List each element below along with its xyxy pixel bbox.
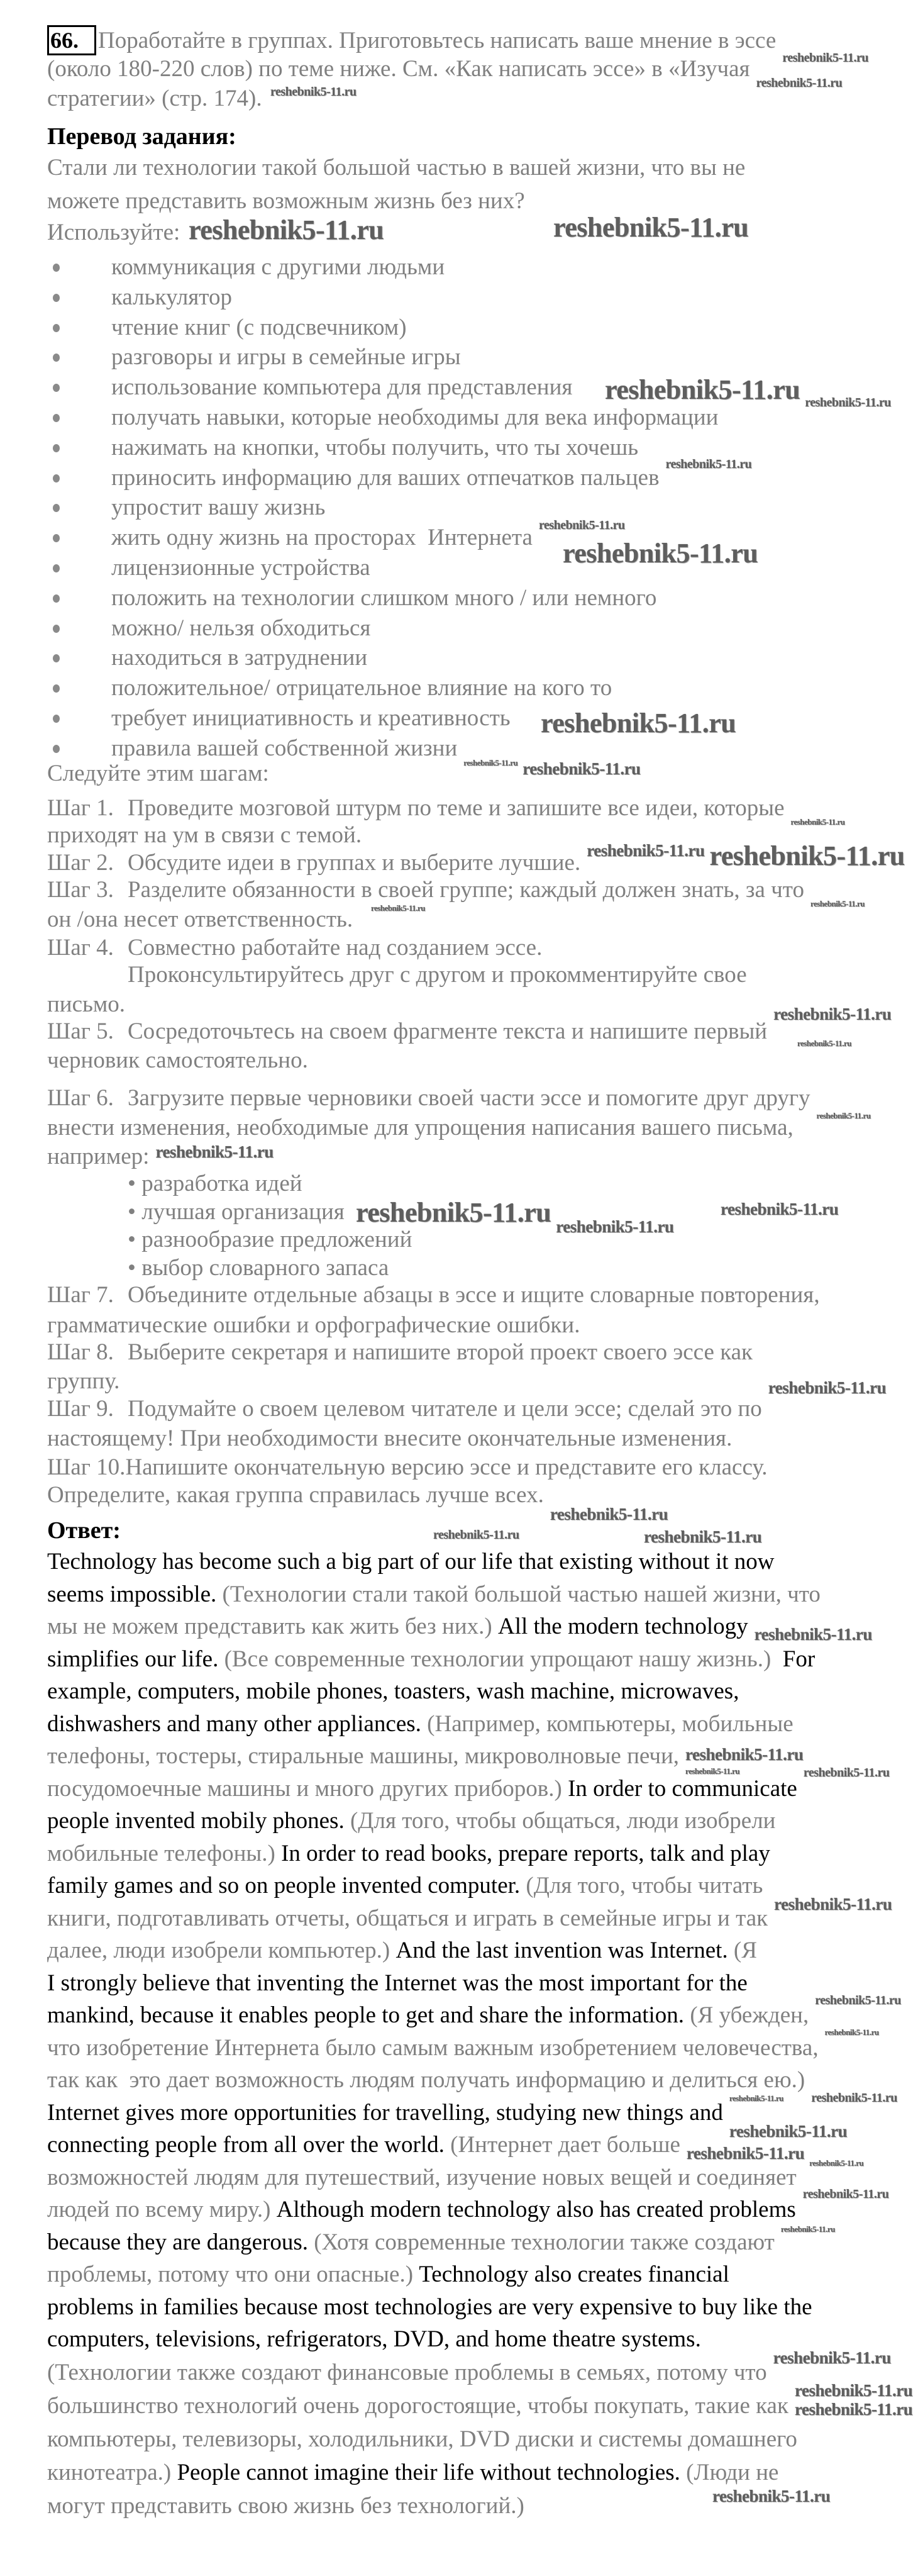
step-text: Загрузите первые черновики своей части эссе и помогите друг другу: [128, 1085, 810, 1111]
use-item: находиться в затруднении: [111, 645, 368, 671]
russian-translation: (Интернет дает больше: [450, 2132, 680, 2158]
bullet-dot-icon: [53, 264, 60, 272]
bullet-dot-icon: [53, 594, 60, 603]
step-text: • выбор словарного запаса: [128, 1255, 389, 1281]
step-continuation-line: [128, 1172, 302, 1196]
step-text: приходят на ум в связи с темой.: [47, 822, 362, 848]
answer-line: [47, 1744, 679, 1768]
answer-line: [47, 1615, 748, 1639]
answer-line: [47, 1971, 748, 1995]
russian-translation: людей по всему миру.): [47, 2197, 277, 2222]
watermark-text: reshebnik5-11.ru: [538, 518, 625, 532]
russian-translation: (Например, компьютеры, мобильные: [427, 1710, 794, 1737]
step-continuation-line: [47, 1049, 308, 1073]
step-continuation-line: [128, 963, 747, 987]
english-text: And the last invention was Internet.: [395, 1938, 734, 1963]
answer-line: [47, 1874, 763, 1898]
watermark-text: reshebnik5-11.ru: [754, 1625, 872, 1644]
step-line: [47, 1341, 753, 1364]
step-text: Совместно работайте над созданием эссе.: [128, 935, 543, 961]
step-text: он /она несет ответственность.: [47, 906, 353, 932]
watermark-text: reshebnik5-11.ru: [556, 1217, 674, 1236]
russian-translation: (Для того, чтобы общаться, люди изобрели: [350, 1808, 776, 1834]
step-text: Обсудите идеи в группах и выберите лучшие.: [128, 850, 581, 876]
bullet-dot-icon: [53, 354, 60, 362]
step-label: Шаг 6.: [47, 1085, 114, 1111]
watermark-text: reshebnik5-11.ru: [541, 708, 736, 739]
watermark-text: reshebnik5-11.ru: [729, 2093, 783, 2103]
russian-translation: большинство технологий очень дорогостоящие, чтобы покупать, такие как: [47, 2393, 788, 2419]
step-text: Определите, какая группа справилась лучше всех.: [47, 1482, 544, 1508]
english-text: I strongly believe that inventing the Internet was the most important for the: [47, 1970, 748, 1996]
english-text: computers, televisions, refrigerators, DVD, and home theatre systems.: [47, 2326, 701, 2352]
use-item: коммуникация с другими людьми: [111, 254, 445, 280]
watermark-text: reshebnik5-11.ru: [802, 2187, 889, 2201]
russian-translation: далее, люди изобрели компьютер.): [47, 1938, 396, 1963]
answer-line: [47, 2101, 723, 2125]
english-text: people invented mobily phones.: [47, 1808, 350, 1834]
russian-translation: (Хотя современные технологии также создают: [314, 2229, 775, 2255]
use-item: получать навыки, которые необходимы для века информации: [111, 404, 719, 430]
step-line: [47, 796, 785, 820]
russian-translation: книги, подготавливать отчеты, общаться и играть в семейные игры и так: [47, 1905, 768, 1931]
answer-heading: Ответ:: [47, 1517, 121, 1544]
watermark-text: reshebnik5-11.ru: [371, 903, 426, 913]
watermark-text: reshebnik5-11.ru: [685, 1744, 804, 1764]
answer-line: [47, 1550, 775, 1574]
use-item: можно/ нельзя обходиться: [111, 615, 371, 641]
russian-translation: так как это дает возможность людям получать информацию и делиться ею.): [47, 2067, 805, 2093]
russian-translation: (Технологии стали такой большой частью нашей жизни, что: [222, 1581, 821, 1607]
step-continuation-line: [47, 823, 362, 847]
english-text: For: [777, 1646, 816, 1672]
step-text: настоящему! При необходимости внесите окончательные изменения.: [47, 1425, 733, 1451]
step-label: Шаг 8.: [47, 1339, 114, 1365]
question-line: Стали ли технологии такой большой частью в вашей жизни, что вы не: [47, 155, 746, 181]
bullet-dot-icon: [53, 504, 60, 512]
step-text: внести изменения, необходимые для упрощения написания вашего письма,: [47, 1115, 794, 1140]
step-continuation-line: [47, 1369, 119, 1393]
russian-translation: (Я: [733, 1938, 757, 1963]
answer-line: [47, 2428, 797, 2451]
use-item: использование компьютера для представления: [111, 374, 573, 401]
step-text: письмо.: [47, 991, 126, 1017]
step-text: Проконсультируйтесь друг с другом и прокомментируйте свое: [128, 962, 747, 988]
use-item: чтение книг (с подсвечником): [111, 314, 407, 340]
step-text: Подумайте о своем целевом читателе и цели эссе; сделай это по: [128, 1396, 762, 1422]
bullet-dot-icon: [53, 444, 60, 452]
step-line: [47, 936, 542, 960]
answer-line: [47, 2295, 812, 2319]
step-label: Шаг 3.: [47, 877, 114, 903]
watermark-text: reshebnik5-11.ru: [809, 2158, 864, 2168]
russian-translation: кинотеатра.): [47, 2460, 177, 2485]
watermark-text: reshebnik5-11.ru: [587, 840, 705, 860]
watermark-text: reshebnik5-11.ru: [523, 759, 641, 778]
answer-line: [47, 2263, 729, 2287]
step-label: Шаг 1.: [47, 795, 114, 821]
answer-line: [47, 1583, 821, 1607]
watermark-text: reshebnik5-11.ru: [563, 538, 758, 569]
task-number-box: 66.: [47, 25, 96, 55]
english-text: Technology also creates financial: [419, 2261, 729, 2287]
english-text: mankind, because it enables people to get and share the information.: [47, 2002, 690, 2028]
bullet-dot-icon: [53, 684, 60, 693]
english-text: simplifies our life.: [47, 1646, 224, 1672]
english-text: problems in families because most technologies are very expensive to buy like the: [47, 2294, 812, 2320]
bullet-dot-icon: [53, 474, 60, 482]
watermark-text: reshebnik5-11.ru: [794, 2380, 913, 2400]
step-text: Проведите мозговой штурм по теме и запишите все идеи, которые: [128, 795, 785, 821]
use-item: нажимать на кнопки, чтобы получить, что ты хочешь: [111, 434, 639, 460]
english-text: All the modern technology: [497, 1614, 748, 1639]
step-text: черновик самостоятельно.: [47, 1047, 308, 1073]
watermark-text: reshebnik5-11.ru: [780, 2224, 835, 2234]
answer-line: [47, 2361, 767, 2385]
task-text-line: Поработайте в группах. Приготовьтесь написать ваше мнение в эссе: [98, 28, 777, 53]
translation-heading: Перевод задания:: [47, 123, 236, 150]
step-continuation-line: [47, 1427, 732, 1451]
use-item: положительное/ отрицательное влияние на кого то: [111, 675, 612, 701]
use-item: лицензионные устройства: [111, 555, 370, 581]
use-item: разговоры и игры в семейные игры: [111, 344, 461, 371]
russian-translation: (Я убежден,: [690, 2002, 809, 2028]
russian-translation: (Люди не: [686, 2460, 779, 2485]
step-text: • разнообразие предложений: [128, 1227, 412, 1252]
english-text: Although modern technology also has created problems: [276, 2197, 796, 2222]
watermark-text: reshebnik5-11.ru: [550, 1504, 668, 1524]
answer-line: [47, 2198, 796, 2222]
step-continuation-line: [47, 1145, 149, 1169]
watermark-text: reshebnik5-11.ru: [773, 1004, 892, 1023]
answer-line: [47, 2068, 805, 2092]
step-continuation-line: [128, 1256, 389, 1280]
watermark-text: reshebnik5-11.ru: [712, 2486, 831, 2506]
step-continuation-line: [47, 1313, 580, 1337]
bullet-dot-icon: [53, 564, 60, 572]
step-text: Напишите окончательную версию эссе и представите его классу.: [125, 1454, 768, 1480]
answer-line: [47, 2036, 819, 2060]
russian-translation: (Все современные технологии упрощают нашу жизнь.): [224, 1646, 777, 1672]
watermark-text: reshebnik5-11.ru: [685, 1766, 740, 1776]
answer-line: [47, 2328, 701, 2351]
russian-translation: телефоны, тостеры, стиральные машины, микроволновые печи,: [47, 1743, 680, 1769]
english-text: In order to read books, prepare reports, talk and play: [281, 1840, 770, 1866]
answer-line: [47, 1907, 768, 1931]
watermark-text: reshebnik5-11.ru: [644, 1527, 762, 1546]
answer-line: [47, 1842, 770, 1866]
use-item: правила вашей собственной жизни: [111, 735, 458, 761]
russian-translation: мы не можем представить как жить без них.): [47, 1614, 498, 1639]
watermark-text: reshebnik5-11.ru: [805, 396, 891, 410]
answer-line: [47, 1712, 794, 1736]
bullet-dot-icon: [53, 534, 60, 542]
russian-translation: (Для того, чтобы читать: [526, 1873, 763, 1899]
use-item: требует инициативность и креативность: [111, 705, 511, 731]
step-continuation-line: [47, 1483, 544, 1507]
step-text: например:: [47, 1144, 150, 1169]
step-text: Сосредоточьтесь на своем фрагменте текста и напишите первый: [128, 1018, 768, 1044]
step-text: Выберите секретаря и напишите второй проект своего эссе как: [128, 1339, 753, 1365]
question-line: можете представить возможным жизнь без них?: [47, 188, 525, 214]
russian-translation: возможностей людям для путешествий, изучение новых вещей и соединяет: [47, 2164, 797, 2190]
russian-translation: компьютеры, телевизоры, холодильники, DVD диски и системы домашнего: [47, 2426, 797, 2452]
watermark-text: reshebnik5-11.ru: [774, 1894, 892, 1914]
bullet-dot-icon: [53, 324, 60, 332]
step-line: [47, 1283, 820, 1307]
answer-line: [47, 2494, 524, 2518]
watermark-text: reshebnik5-11.ru: [189, 214, 384, 245]
steps-label: Следуйте этим шагам:: [47, 761, 269, 786]
watermark-text: reshebnik5-11.ru: [782, 51, 869, 65]
english-text: seems impossible.: [47, 1581, 223, 1607]
watermark-text: reshebnik5-11.ru: [810, 898, 865, 908]
watermark-text: reshebnik5-11.ru: [797, 1038, 852, 1048]
english-text: In order to communicate: [568, 1775, 797, 1802]
step-line: [47, 1020, 767, 1044]
watermark-text: reshebnik5-11.ru: [815, 1993, 901, 2007]
watermark-text: reshebnik5-11.ru: [433, 1528, 519, 1542]
use-item: приносить информацию для ваших отпечатков пальцев: [111, 464, 660, 491]
watermark-text: reshebnik5-11.ru: [824, 2027, 879, 2037]
english-text: family games and so on people invented computer.: [47, 1873, 526, 1899]
answer-line: [47, 1939, 757, 1963]
english-text: People cannot imagine their life without technologies.: [177, 2460, 687, 2485]
watermark-text: reshebnik5-11.ru: [553, 212, 749, 243]
step-label: Шаг 5.: [47, 1018, 114, 1044]
task-text-line: стратегии» (стр. 174).: [47, 86, 262, 111]
answer-line: [47, 1777, 797, 1801]
answer-line: [47, 2166, 797, 2190]
watermark-text: reshebnik5-11.ru: [356, 1197, 551, 1228]
russian-translation: могут представить свою жизнь без технологий.): [47, 2493, 524, 2519]
bullet-dot-icon: [53, 625, 60, 633]
step-text: грамматические ошибки и орфографические ошибки.: [47, 1312, 580, 1338]
watermark-text: reshebnik5-11.ru: [665, 457, 752, 471]
step-continuation-line: [47, 908, 353, 932]
step-text: • разработка идей: [128, 1171, 302, 1196]
answer-line: [47, 2461, 778, 2485]
step-label: Шаг 9.: [47, 1396, 114, 1422]
use-item: калькулятор: [111, 284, 232, 310]
use-label: Используйте:: [47, 220, 180, 245]
step-label: Шаг 2.: [47, 850, 114, 876]
use-item: положить на технологии слишком много / или немного: [111, 584, 657, 611]
watermark-text: reshebnik5-11.ru: [811, 2091, 897, 2105]
russian-translation: проблемы, потому что они опасные.): [47, 2261, 419, 2287]
watermark-text: reshebnik5-11.ru: [790, 817, 845, 827]
watermark-text: reshebnik5-11.ru: [756, 76, 843, 90]
watermark-text: reshebnik5-11.ru: [729, 2121, 848, 2141]
step-continuation-line: [128, 1228, 412, 1252]
answer-line: [47, 1809, 776, 1833]
step-line: [47, 1397, 762, 1421]
step-continuation-line: [47, 1116, 794, 1140]
russian-translation: мобильные телефоны.): [47, 1840, 282, 1866]
watermark-text: reshebnik5-11.ru: [270, 85, 357, 99]
step-label: Шаг 10.: [47, 1454, 126, 1480]
bullet-dot-icon: [53, 414, 60, 422]
step-text: Объедините отдельные абзацы в эссе и ищите словарные повторения,: [128, 1282, 820, 1308]
answer-line: [47, 1648, 815, 1671]
bullet-dot-icon: [53, 715, 60, 723]
step-continuation-line: [47, 993, 125, 1017]
watermark-text: reshebnik5-11.ru: [773, 2348, 891, 2367]
bullet-dot-icon: [53, 294, 60, 302]
step-line: [47, 851, 580, 875]
step-label: Шаг 7.: [47, 1282, 114, 1308]
use-item: жить одну жизнь на просторах Интернета: [111, 525, 533, 551]
watermark-text: reshebnik5-11.ru: [721, 1199, 839, 1218]
russian-translation: (Технологии также создают финансовые проблемы в семьях, потому что: [47, 2360, 767, 2385]
watermark-text: reshebnik5-11.ru: [816, 1110, 871, 1120]
step-text: • лучшая организация: [128, 1199, 345, 1225]
use-item: упростит вашу жизнь: [111, 494, 326, 521]
answer-line: [47, 2004, 809, 2027]
step-line: [47, 1086, 810, 1110]
english-text: example, computers, mobile phones, toasters, wash machine, microwaves,: [47, 1678, 739, 1704]
step-continuation-line: [128, 1200, 345, 1224]
bullet-dot-icon: [53, 384, 60, 392]
answer-line: [47, 2231, 775, 2255]
bullet-dot-icon: [53, 745, 60, 753]
english-text: dishwashers and many other appliances.: [47, 1710, 428, 1737]
watermark-text: reshebnik5-11.ru: [768, 1378, 887, 1397]
english-text: Technology has become such a big part of our life that existing without it now: [47, 1549, 775, 1575]
task-text-line: (около 180-220 слов) по теме ниже. См. «Как написать эссе» в «Изучая: [47, 56, 750, 82]
step-line: [47, 878, 804, 902]
english-text: connecting people from all over the world.: [47, 2132, 451, 2158]
watermark-text: reshebnik5-11.ru: [794, 2399, 913, 2419]
step-text: группу.: [47, 1368, 120, 1394]
russian-translation: что изобретение Интернета было самым важным изобретением человечества,: [47, 2034, 819, 2061]
watermark-text: reshebnik5-11.ru: [709, 840, 905, 871]
watermark-text: reshebnik5-11.ru: [463, 757, 518, 767]
english-text: because they are dangerous.: [47, 2229, 314, 2255]
step-text: Разделите обязанности в своей группе; каждый должен знать, за что: [128, 877, 804, 903]
bullet-dot-icon: [53, 654, 60, 662]
answer-line: [47, 1680, 739, 1703]
english-text: Internet gives more opportunities for travelling, studying new things and: [47, 2099, 723, 2126]
watermark-text: reshebnik5-11.ru: [803, 1766, 890, 1780]
step-line: [47, 1456, 767, 1480]
watermark-text: reshebnik5-11.ru: [605, 374, 800, 405]
answer-line: [47, 2394, 788, 2418]
russian-translation: посудомоечные машины и много других приборов.): [47, 1775, 568, 1802]
step-label: Шаг 4.: [47, 935, 114, 961]
answer-line: [47, 2133, 680, 2157]
watermark-text: reshebnik5-11.ru: [155, 1142, 274, 1161]
watermark-text: reshebnik5-11.ru: [686, 2144, 805, 2163]
